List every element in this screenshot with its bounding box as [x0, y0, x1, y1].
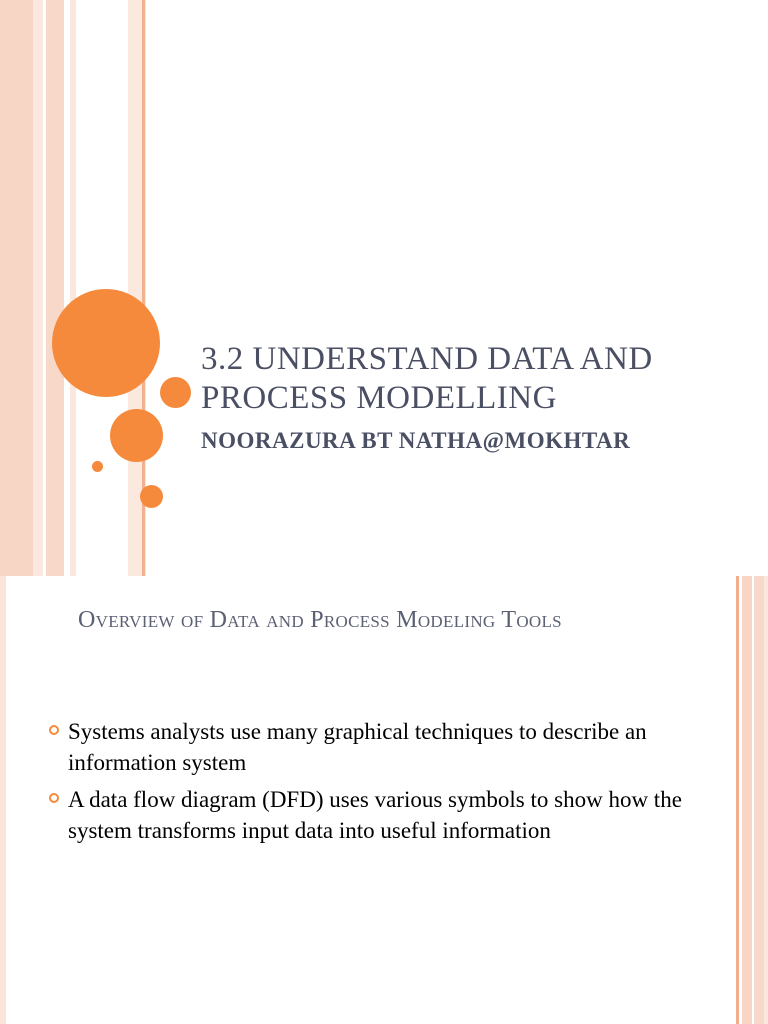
decorative-stripe	[736, 576, 739, 1024]
slide-title: 3.2 UNDERSTAND DATA AND PROCESS MODELLING	[201, 341, 653, 416]
decorative-stripe	[70, 0, 76, 576]
title-block	[201, 340, 741, 456]
bullet-text: A data flow diagram (DFD) uses various symbols to show how the system transforms input data into useful information	[68, 787, 682, 843]
decorative-stripe	[764, 576, 768, 1024]
decorative-stripe	[0, 576, 6, 1024]
decorative-stripe	[742, 576, 752, 1024]
decorative-stripe	[0, 0, 33, 576]
list-item	[48, 784, 708, 846]
content-slide	[0, 576, 768, 1024]
decorative-circle-small	[160, 377, 191, 408]
decorative-stripe	[46, 0, 64, 576]
slide-heading: Overview of Data and Process Modeling Tools	[78, 607, 562, 633]
bullet-ring-icon	[49, 793, 59, 803]
bullet-list	[48, 716, 708, 852]
decorative-stripe	[33, 0, 43, 576]
list-item	[48, 716, 708, 778]
bullet-ring-icon	[49, 725, 59, 735]
decorative-circle-medium	[110, 409, 163, 462]
decorative-circle-tiny	[92, 461, 103, 472]
decorative-circle-small	[140, 485, 163, 508]
author-name: NOORAZURA BT NATHA@MOKHTAR	[201, 428, 631, 453]
bullet-text: Systems analysts use many graphical techniques to describe an information system	[68, 719, 647, 775]
decorative-circle-large	[52, 289, 160, 397]
